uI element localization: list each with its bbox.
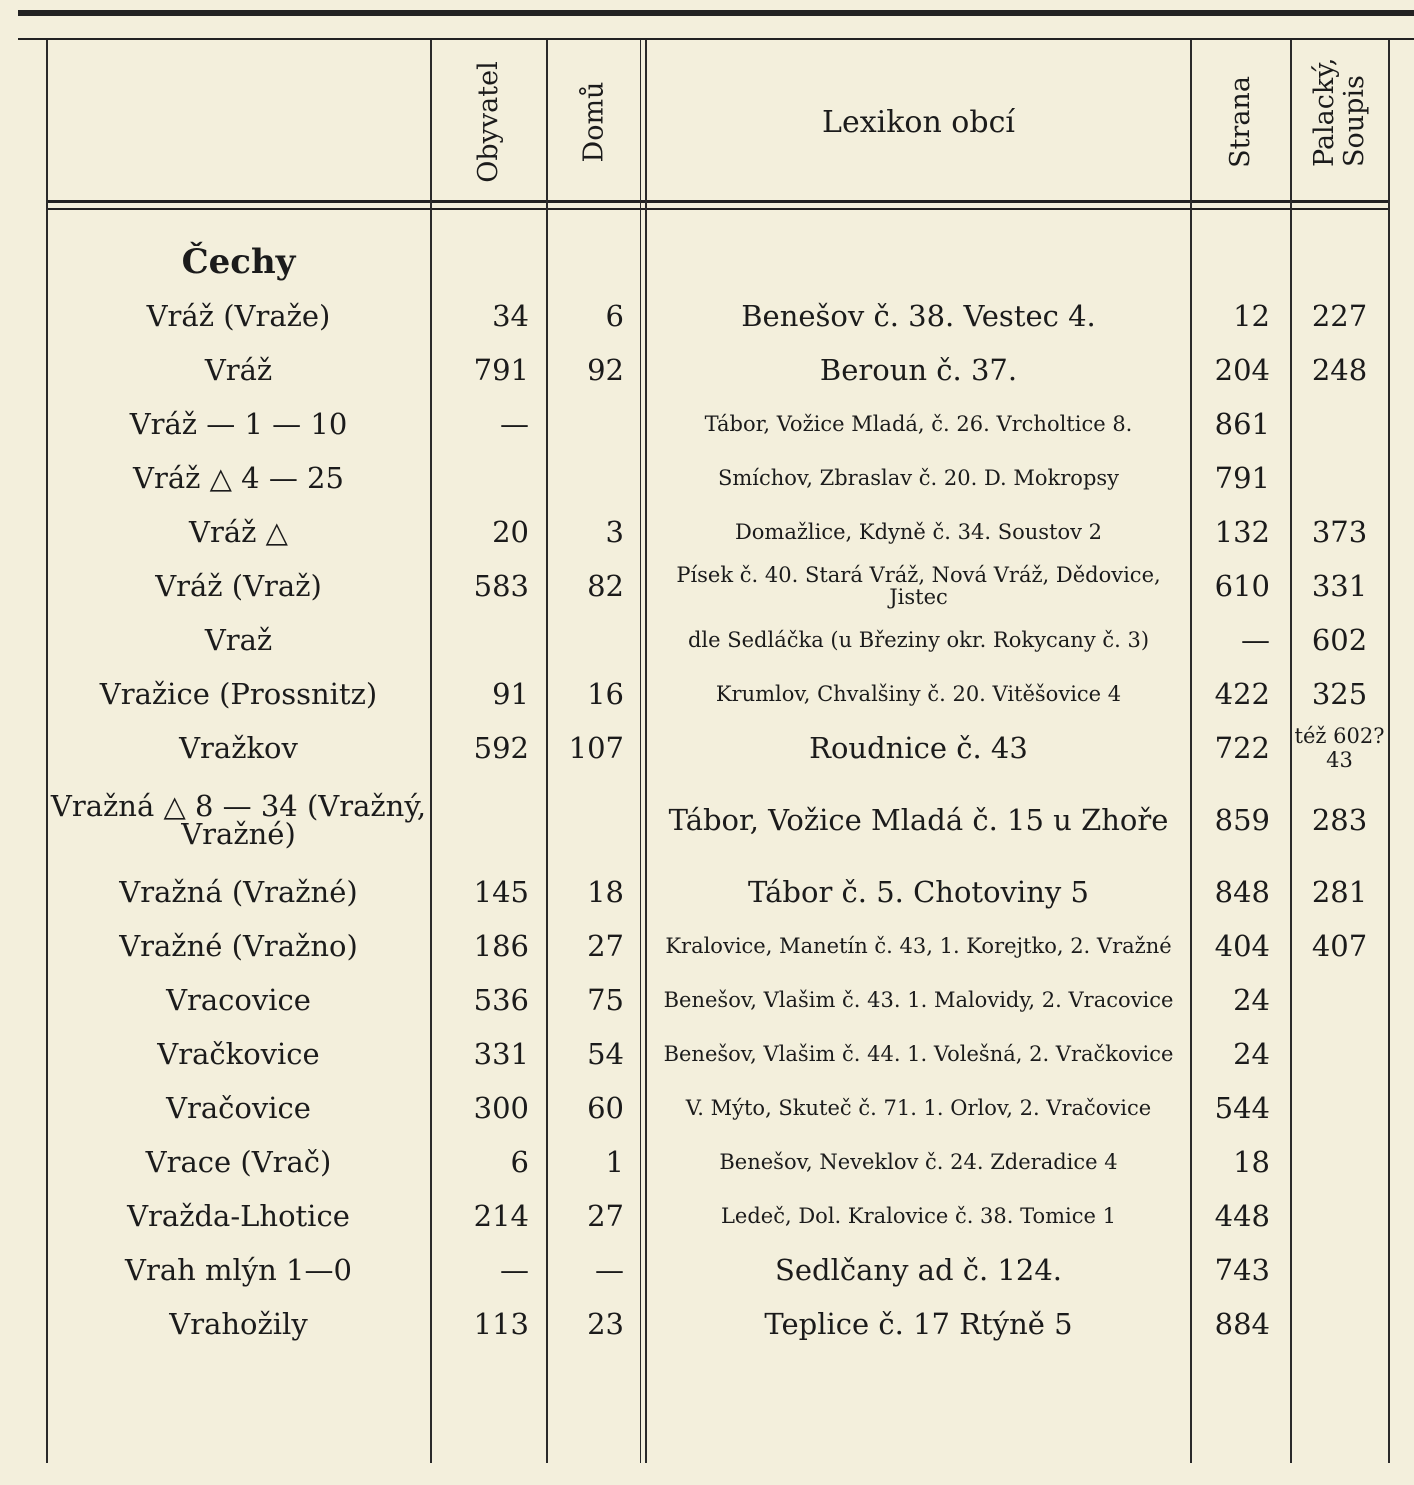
domu-value: 60 [587, 1091, 624, 1125]
strana-value: 848 [1214, 875, 1270, 909]
strana-value: 610 [1214, 569, 1270, 603]
domu-value: 6 [605, 299, 624, 333]
lexikon-reference: Smíchov, Zbraslav č. 20. D. Mokropsy [717, 466, 1120, 490]
obyvatel-value: 331 [473, 1037, 529, 1071]
table-row [47, 1243, 1388, 1297]
strana-value: — [1241, 623, 1270, 657]
palacky-reference [1292, 451, 1387, 505]
table-row [47, 451, 1388, 505]
obyvatel-value [430, 613, 529, 667]
table-row [47, 559, 1388, 613]
place-name: Vračovice [166, 1091, 311, 1125]
obyvatel-value: — [500, 407, 529, 441]
lexikon-reference: Písek č. 40. Stará Vráž, Nová Vráž, Dědovice, Jistec [676, 563, 1161, 609]
lexikon-reference: Sedlčany ad č. 124. [775, 1253, 1062, 1287]
palacky-reference: též 602? 43 [1294, 724, 1385, 772]
palacky-reference [1292, 1297, 1387, 1351]
lexikon-reference: V. Mýto, Skuteč č. 71. 1. Orlov, 2. Vračovice [685, 1096, 1152, 1120]
strana-value: 544 [1214, 1091, 1270, 1125]
domu-value: 16 [587, 677, 624, 711]
palacky-reference: 281 [1311, 875, 1368, 909]
column-header-obyvatel: Obyvatel [473, 61, 504, 183]
place-name: Vražné (Vražno) [119, 929, 358, 963]
domu-value: 23 [587, 1307, 624, 1341]
place-name: Vracovice [166, 983, 311, 1017]
domu-value [546, 451, 624, 505]
palacky-reference: 331 [1311, 569, 1368, 603]
obyvatel-value: 20 [492, 515, 529, 549]
lexikon-reference: Kralovice, Manetín č. 43, 1. Korejtko, 2. Vražné [665, 934, 1172, 958]
place-name: Vražná (Vražné) [119, 875, 358, 909]
place-name: Vražná △ 8 — 34 (Vražný, Vražné) [50, 789, 427, 851]
lexikon-reference: Benešov č. 38. Vestec 4. [741, 299, 1096, 333]
obyvatel-value: 300 [473, 1091, 529, 1125]
obyvatel-value: 791 [473, 353, 529, 387]
palacky-reference: 325 [1311, 677, 1368, 711]
strana-value: 884 [1214, 1307, 1270, 1341]
table-row [47, 721, 1388, 775]
obyvatel-value: 583 [473, 569, 529, 603]
strana-value: 404 [1214, 929, 1270, 963]
strana-value: 448 [1214, 1199, 1270, 1233]
strana-value: 791 [1214, 461, 1270, 495]
place-name: Vrah mlýn 1—0 [125, 1253, 352, 1287]
place-name: Vráž △ [189, 515, 288, 549]
table-body [47, 235, 1388, 1351]
strana-value: 24 [1233, 983, 1270, 1017]
place-name: Vráž (Vraže) [146, 299, 331, 333]
lexikon-reference: Benešov, Neveklov č. 24. Zderadice 4 [719, 1150, 1118, 1174]
palacky-reference: 602 [1311, 623, 1368, 657]
domu-value: 107 [568, 731, 624, 765]
table-row [47, 613, 1388, 667]
palacky-reference [1292, 397, 1387, 451]
domu-value [546, 775, 624, 865]
table-row [47, 1081, 1388, 1135]
table-row [47, 1135, 1388, 1189]
strana-value: 18 [1233, 1145, 1270, 1179]
palacky-reference: 227 [1311, 299, 1368, 333]
place-name: Vražda-Lhotice [127, 1199, 350, 1233]
lexikon-reference: Teplice č. 17 Rtýně 5 [764, 1307, 1073, 1341]
obyvatel-value: 6 [510, 1145, 529, 1179]
palacky-reference: 283 [1311, 803, 1368, 837]
domu-value: 18 [587, 875, 624, 909]
column-header-domu: Domů [578, 81, 609, 163]
lexikon-reference: Roudnice č. 43 [809, 731, 1028, 765]
lexikon-reference: dle Sedláčka (u Březiny okr. Rokycany č. 3) [687, 628, 1150, 652]
table-row [47, 1027, 1388, 1081]
strana-value: 859 [1214, 803, 1270, 837]
palacky-reference [1292, 1081, 1387, 1135]
domu-value: 82 [587, 569, 624, 603]
lexikon-reference: Benešov, Vlašim č. 43. 1. Malovidy, 2. Vracovice [663, 988, 1174, 1012]
lexikon-reference: Tábor č. 5. Chotoviny 5 [748, 875, 1089, 909]
domu-value [546, 397, 624, 451]
table-row [47, 505, 1388, 559]
lexikon-reference: Domažlice, Kdyně č. 34. Soustov 2 [734, 520, 1103, 544]
column-header-palacky: Palacký, Soupis [1309, 57, 1370, 167]
palacky-reference: 248 [1311, 353, 1368, 387]
obyvatel-value: 592 [473, 731, 529, 765]
place-name: Vražkov [179, 731, 298, 765]
strana-value: 132 [1214, 515, 1270, 549]
lexikon-reference: Krumlov, Chvalšiny č. 20. Vitěšovice 4 [715, 682, 1122, 706]
domu-value: — [595, 1253, 624, 1287]
obyvatel-value: 91 [492, 677, 529, 711]
domu-value [546, 613, 624, 667]
place-name: Vrace (Vrač) [145, 1145, 332, 1179]
table-row [47, 775, 1388, 865]
table-row [47, 919, 1388, 973]
obyvatel-value: 214 [473, 1199, 529, 1233]
strana-value: 722 [1214, 731, 1270, 765]
lexikon-reference: Beroun č. 37. [819, 353, 1018, 387]
strana-value: 204 [1214, 353, 1270, 387]
column-header-lexikon: Lexikon obcí [822, 104, 1015, 140]
strana-value: 422 [1214, 677, 1270, 711]
region-heading-row [47, 235, 1388, 289]
domu-value: 3 [605, 515, 624, 549]
palacky-reference [1292, 973, 1387, 1027]
lexikon-reference: Benešov, Vlašim č. 44. 1. Volešná, 2. Vračkovice [663, 1042, 1174, 1066]
lexikon-reference: Tábor, Vožice Mladá č. 15 u Zhoře [668, 803, 1169, 837]
palacky-reference [1292, 1189, 1387, 1243]
domu-value: 92 [587, 353, 624, 387]
place-name: Vraž [204, 623, 273, 657]
obyvatel-value: 536 [473, 983, 529, 1017]
place-name: Vráž (Vraž) [155, 569, 322, 603]
obyvatel-value [430, 775, 529, 865]
lexikon-reference: Ledeč, Dol. Kralovice č. 38. Tomice 1 [720, 1204, 1116, 1228]
obyvatel-value: 186 [473, 929, 529, 963]
table-row [47, 397, 1388, 451]
domu-value: 27 [587, 1199, 624, 1233]
obyvatel-value: 34 [492, 299, 529, 333]
place-name: Vráž △ 4 — 25 [133, 461, 344, 495]
place-name: Vráž [204, 353, 273, 387]
table-row [47, 289, 1388, 343]
lexikon-reference: Tábor, Vožice Mladá, č. 26. Vrcholtice 8. [704, 412, 1133, 436]
palacky-reference [1292, 1243, 1387, 1297]
obyvatel-value: 145 [473, 875, 529, 909]
place-name: Vražice (Prossnitz) [99, 677, 378, 711]
palacky-reference [1292, 1135, 1387, 1189]
domu-value: 54 [587, 1037, 624, 1071]
obyvatel-value [430, 451, 529, 505]
table-row [47, 667, 1388, 721]
strana-value: 24 [1233, 1037, 1270, 1071]
palacky-reference: 373 [1311, 515, 1368, 549]
domu-value: 1 [605, 1145, 624, 1179]
palacky-reference [1292, 1027, 1387, 1081]
table-row [47, 1297, 1388, 1351]
obyvatel-value: — [500, 1253, 529, 1287]
place-name: Vračkovice [157, 1037, 320, 1071]
column-header-strana: Strana [1225, 76, 1256, 168]
table-row [47, 343, 1388, 397]
table-row [47, 865, 1388, 919]
place-name: Vrahožily [169, 1307, 308, 1341]
table-row [47, 1189, 1388, 1243]
region-heading: Čechy [181, 242, 296, 282]
palacky-reference: 407 [1311, 929, 1368, 963]
strana-value: 743 [1214, 1253, 1270, 1287]
place-name: Vráž — 1 — 10 [129, 407, 348, 441]
table-row [47, 973, 1388, 1027]
strana-value: 861 [1214, 407, 1270, 441]
domu-value: 27 [587, 929, 624, 963]
strana-value: 12 [1233, 299, 1270, 333]
domu-value: 75 [587, 983, 624, 1017]
obyvatel-value: 113 [473, 1307, 529, 1341]
